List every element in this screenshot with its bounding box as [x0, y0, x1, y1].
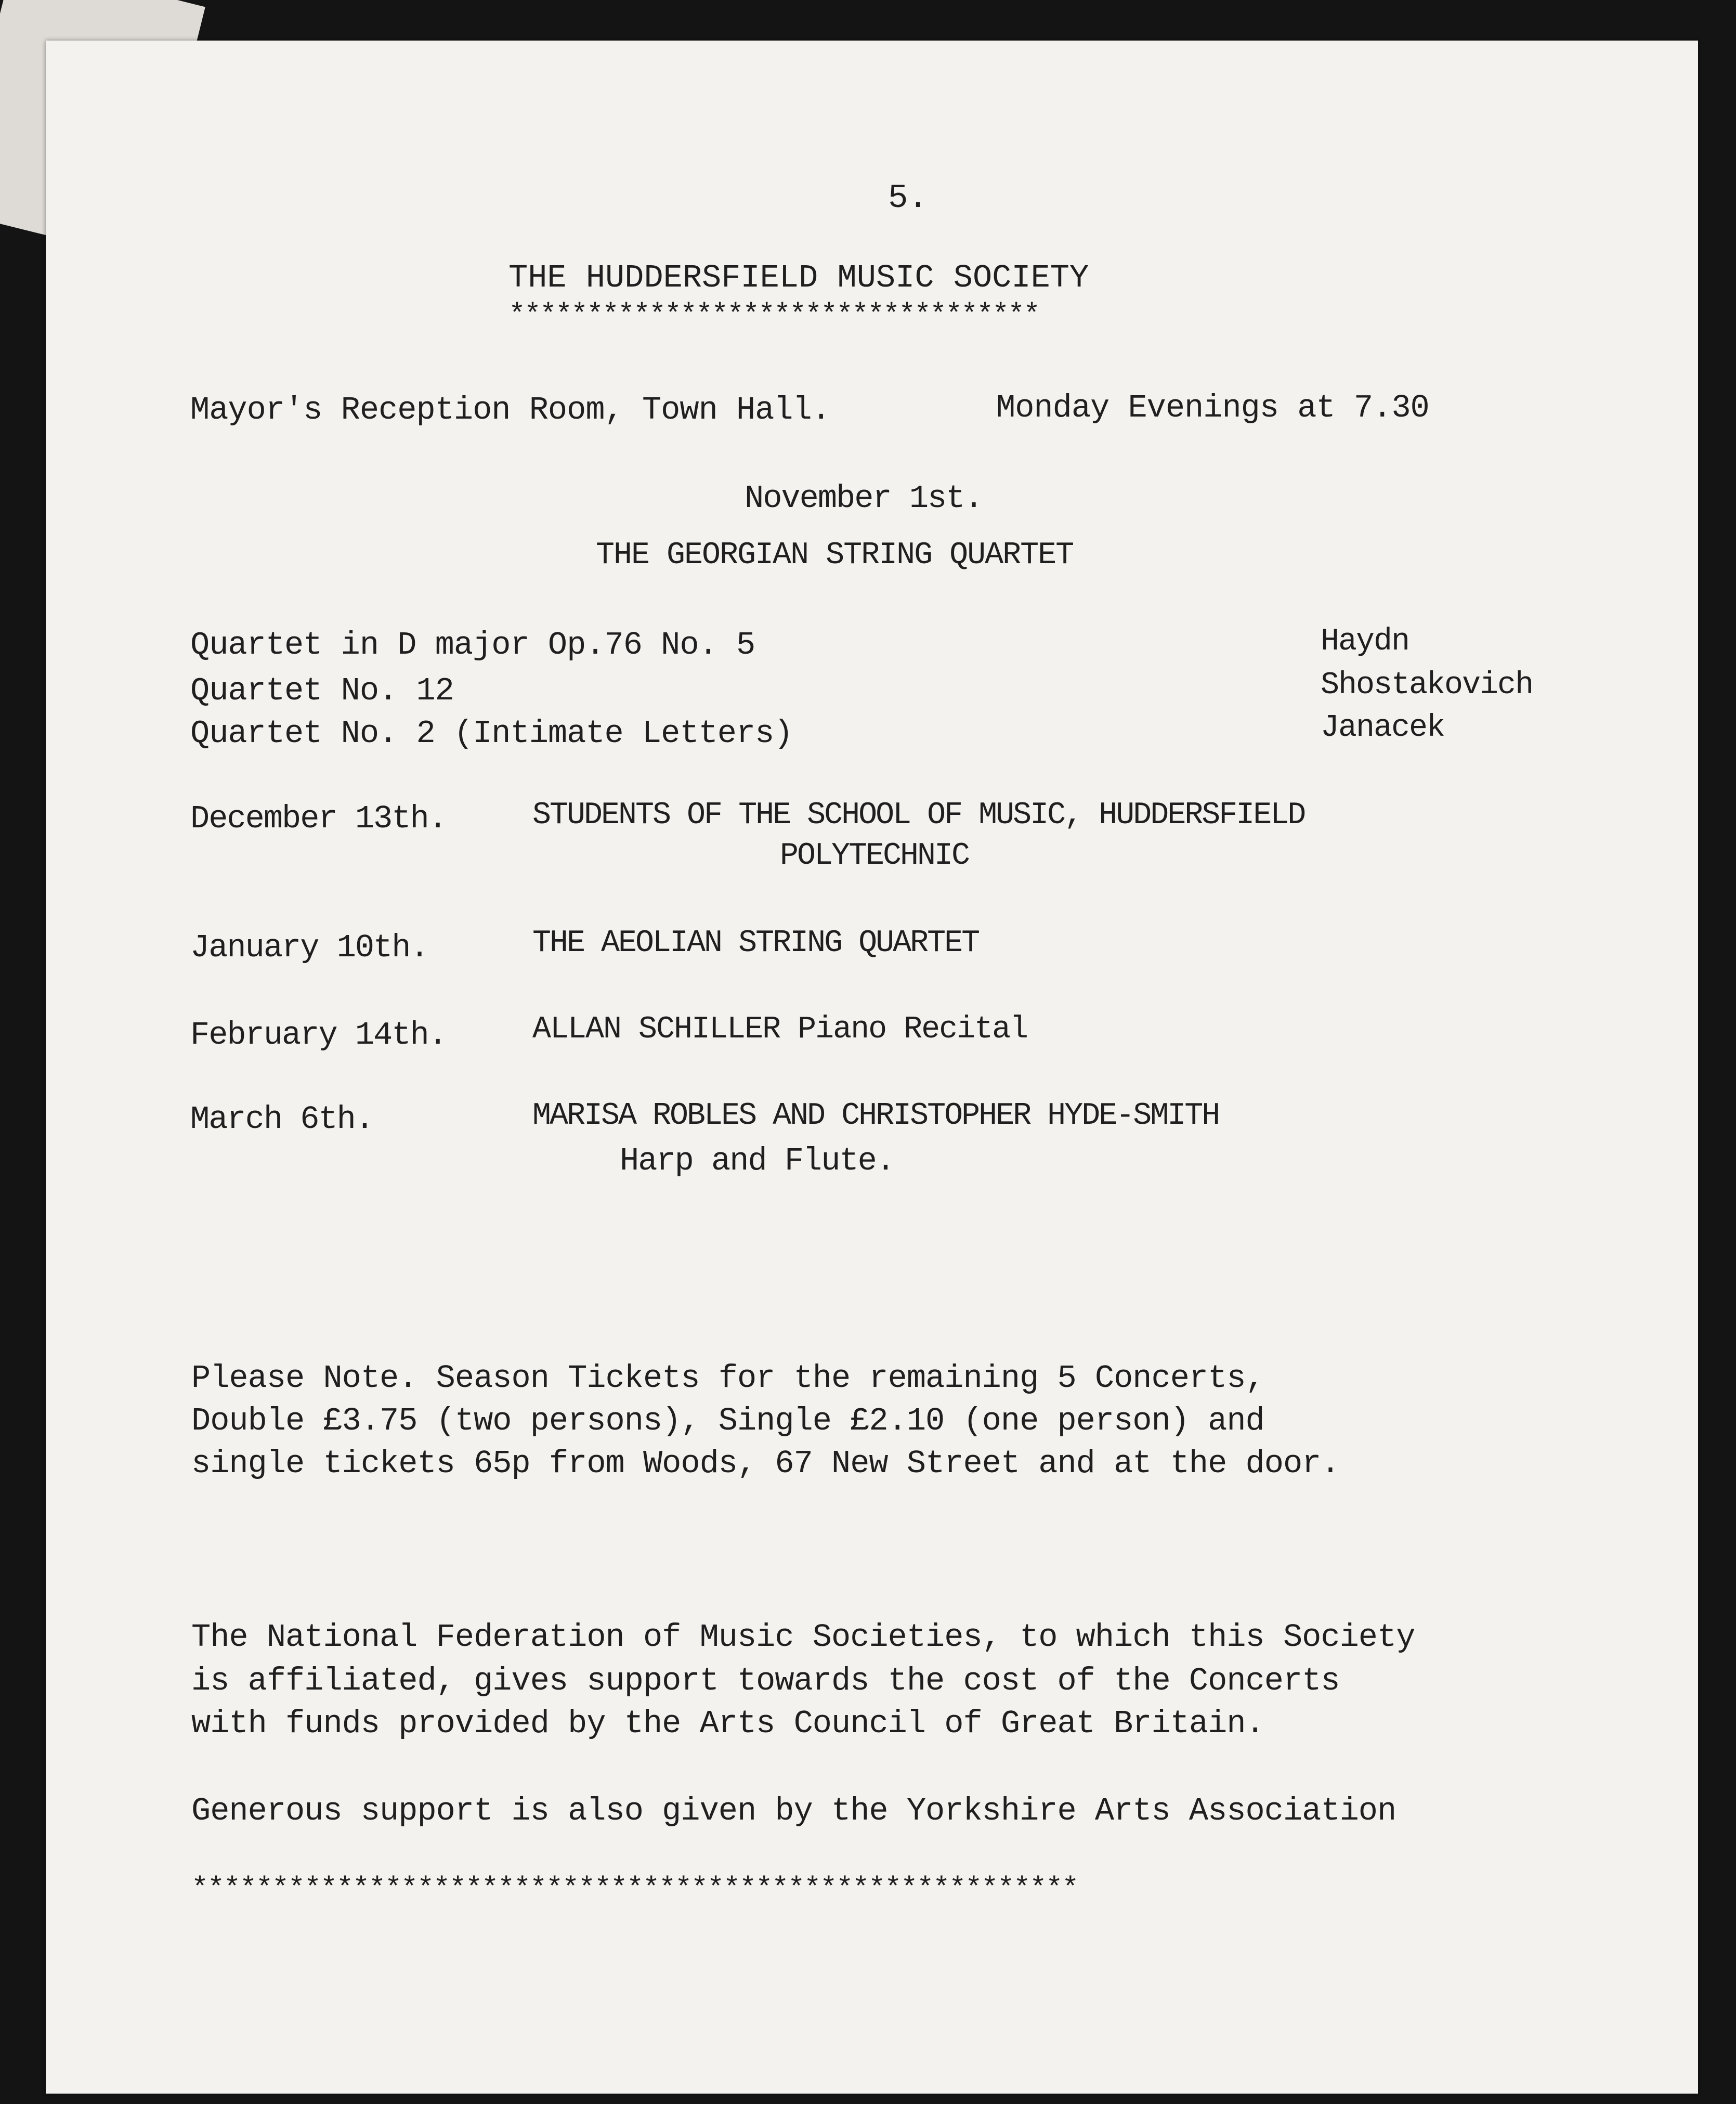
- federation-note-line2: is affiliated, gives support towards the cost of the Concerts: [191, 1663, 1340, 1699]
- page-number: 5.: [888, 180, 928, 217]
- program-composer-3: Janacek: [1321, 710, 1445, 746]
- footer-asterisk-rule: *******************************************************: [191, 1872, 1078, 1905]
- venue-time: Monday Evenings at 7.30: [996, 389, 1429, 426]
- society-title: THE HUDDERSFIELD MUSIC SOCIETY: [508, 259, 1089, 296]
- program-work-2: Quartet No. 12: [190, 672, 454, 709]
- program-composer-2: Shostakovich: [1321, 668, 1533, 703]
- concert-performer-december-line1: STUDENTS OF THE SCHOOL OF MUSIC, HUDDERSFIELD: [532, 798, 1305, 833]
- support-note: Generous support is also given by the Yorkshire Arts Association: [191, 1793, 1396, 1829]
- program-work-3: Quartet No. 2 (Intimate Letters): [190, 715, 793, 752]
- november-date: November 1st.: [745, 480, 983, 517]
- program-work-1: Quartet in D major Op.76 No. 5: [190, 627, 755, 664]
- concert-performer-march-line2: Harp and Flute.: [620, 1142, 895, 1179]
- concert-performer-february: ALLAN SCHILLER Piano Recital: [532, 1012, 1028, 1047]
- title-asterisk-rule: **********************************: [508, 298, 1039, 331]
- concert-date-march: March 6th.: [190, 1101, 374, 1138]
- concert-performer-december-line2: POLYTECHNIC: [780, 838, 969, 874]
- venue-location: Mayor's Reception Room, Town Hall.: [190, 392, 831, 428]
- november-performer: THE GEORGIAN STRING QUARTET: [596, 538, 1074, 573]
- federation-note-line3: with funds provided by the Arts Council of Great Britain.: [191, 1705, 1264, 1742]
- tickets-note-line3: single tickets 65p from Woods, 67 New Street and at the door.: [191, 1445, 1340, 1482]
- federation-note-line1: The National Federation of Music Societies, to which this Society: [191, 1619, 1415, 1656]
- concert-performer-march-line1: MARISA ROBLES AND CHRISTOPHER HYDE-SMITH: [532, 1098, 1219, 1134]
- tickets-note-line1: Please Note. Season Tickets for the remaining 5 Concerts,: [191, 1360, 1264, 1397]
- concert-date-december: December 13th.: [190, 800, 447, 837]
- typed-page: [46, 41, 1698, 2094]
- concert-date-february: February 14th.: [190, 1017, 447, 1054]
- tickets-note-line2: Double £3.75 (two persons), Single £2.10 (one person) and: [191, 1402, 1264, 1439]
- program-composer-1: Haydn: [1321, 624, 1409, 659]
- concert-performer-january: THE AEOLIAN STRING QUARTET: [532, 926, 979, 961]
- concert-date-january: January 10th.: [190, 929, 428, 966]
